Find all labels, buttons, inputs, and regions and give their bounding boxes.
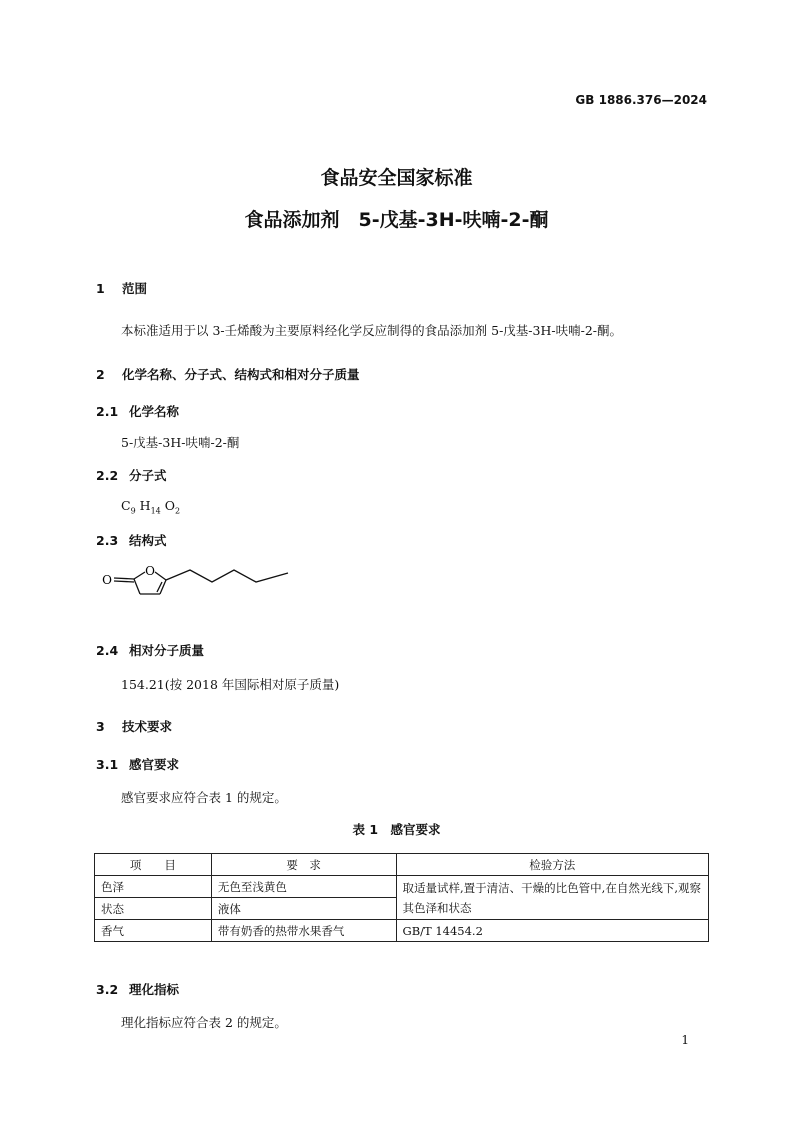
pentyl-chain: [166, 570, 288, 582]
page-number: 1: [681, 1033, 689, 1047]
section-title: 感官要求: [129, 757, 180, 772]
count-c: 9: [130, 506, 136, 516]
table-row: [95, 876, 709, 898]
ring-bond: [155, 572, 166, 580]
table-header-row: [95, 854, 709, 876]
ring-bond: [134, 572, 145, 579]
section-2-3-heading: [96, 531, 167, 549]
column-header: 项 目: [95, 854, 212, 876]
column-header: 检验方法: [396, 854, 708, 876]
section-number: 2.4: [96, 643, 119, 658]
carbonyl-bond: [114, 578, 134, 579]
section-3-1-heading: [96, 755, 179, 773]
section-number: 3: [96, 719, 105, 734]
section-title: 结构式: [129, 533, 167, 548]
table-cell-method: 取适量试样,置于清洁、干燥的比色管中,在自然光线下,观察其色泽和状态: [396, 876, 708, 920]
section-title: 相对分子质量: [129, 643, 205, 658]
ring-bond: [160, 580, 166, 594]
section-title: 理化指标: [129, 982, 180, 997]
section-1-heading: [96, 279, 147, 297]
standard-number: GB 1886.376—2024: [575, 93, 707, 107]
molecular-mass: 154.21(按 2018 年国际相对原子质量): [121, 677, 340, 692]
ring-bond: [134, 579, 140, 594]
table-cell: 液体: [211, 898, 396, 920]
section-3-1-text: 感官要求应符合表 1 的规定。: [121, 790, 287, 805]
ring-oxygen: O: [145, 564, 155, 578]
document-title: 食品安全国家标准: [320, 167, 473, 189]
document-subtitle: 食品添加剂 5-戊基-3H-呋喃-2-酮: [244, 209, 549, 231]
section-3-2-heading: [96, 980, 179, 998]
section-1-text: 本标准适用于以 3-壬烯酸为主要原料经化学反应制得的食品添加剂 5-戊基-3H-呋喃-2-酮。: [121, 323, 623, 338]
carbonyl-bond: [114, 581, 134, 582]
section-2-2-heading: [96, 466, 167, 484]
section-title: 范围: [122, 281, 148, 296]
section-number: 2.1: [96, 404, 119, 419]
table-1-caption: 表 1 感官要求: [352, 822, 441, 837]
table-cell: GB/T 14454.2: [396, 920, 708, 942]
section-3-heading: [96, 717, 172, 735]
structural-formula: [92, 558, 302, 608]
table-cell: 带有奶香的热带水果香气: [211, 920, 396, 942]
section-title: 化学名称: [129, 404, 180, 419]
chemical-name: 5-戊基-3H-呋喃-2-酮: [121, 435, 240, 450]
molecular-formula: [121, 498, 180, 516]
element-c: C: [121, 498, 131, 513]
element-o: O: [164, 498, 175, 513]
table-cell: 香气: [95, 920, 212, 942]
section-number: 3.1: [96, 757, 119, 772]
table-row: [95, 920, 709, 942]
table-cell: 状态: [95, 898, 212, 920]
sensory-requirements-table: [94, 853, 709, 942]
section-3-2-text: 理化指标应符合表 2 的规定。: [121, 1015, 287, 1030]
table-cell: 色泽: [95, 876, 212, 898]
section-number: 3.2: [96, 982, 119, 997]
section-title: 技术要求: [122, 719, 173, 734]
section-2-heading: [96, 365, 360, 383]
section-title: 化学名称、分子式、结构式和相对分子质量: [122, 367, 360, 382]
section-number: 2.3: [96, 533, 119, 548]
count-o: 2: [174, 506, 181, 516]
section-number: 2: [96, 367, 105, 382]
section-number: 2.2: [96, 468, 119, 483]
section-2-1-heading: [96, 402, 179, 420]
section-number: 1: [96, 281, 105, 296]
carbonyl-oxygen: O: [102, 573, 112, 587]
section-2-4-heading: [96, 641, 204, 659]
column-header: 要 求: [211, 854, 396, 876]
count-h: 14: [150, 506, 161, 516]
section-title: 分子式: [129, 468, 167, 483]
element-h: H: [139, 498, 151, 513]
table-cell: 无色至浅黄色: [211, 876, 396, 898]
